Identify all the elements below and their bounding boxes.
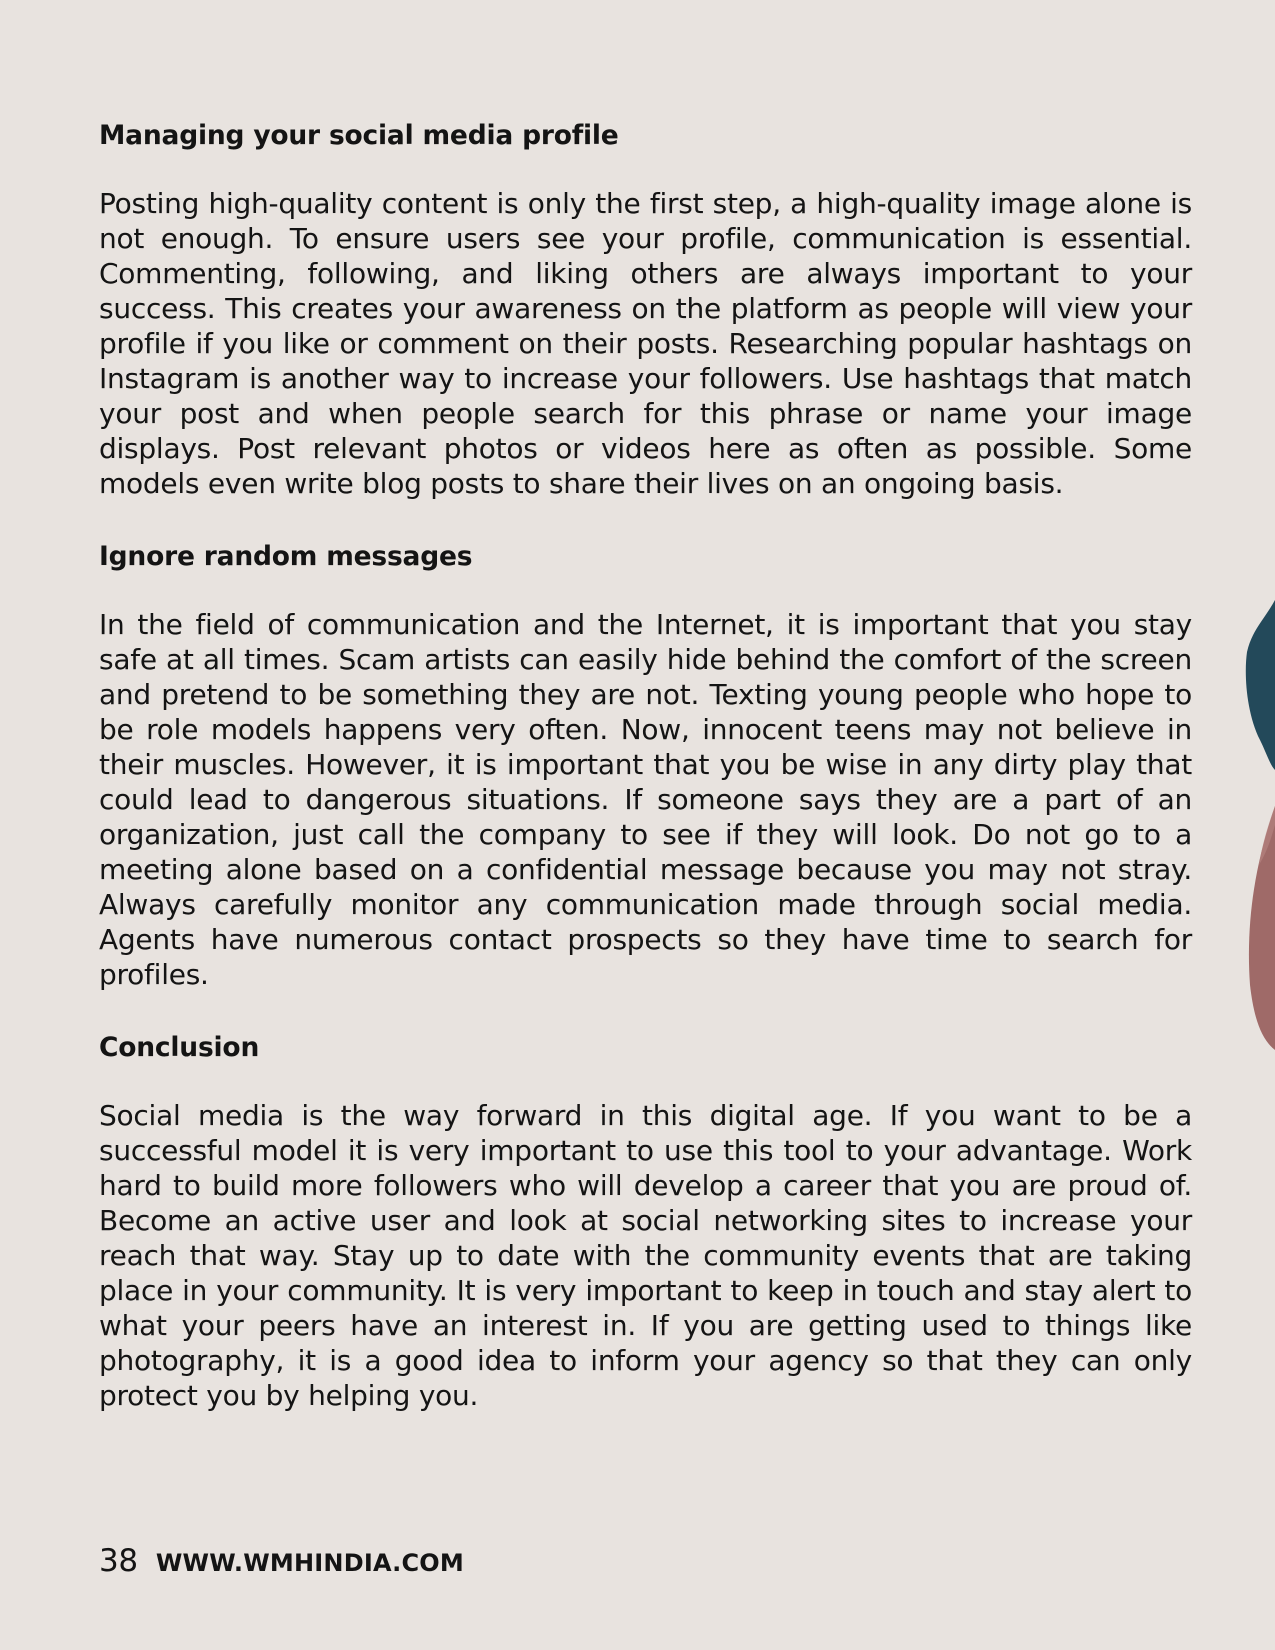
partial-photo-edge xyxy=(1210,600,1275,1120)
section-heading: Managing your social media profile xyxy=(99,120,619,151)
section-paragraph: In the field of communication and the Internet, it is important that you stay safe at all times. Scam artists can easily hide behind the comfort of the screen and pretend to be something they are not. Texting young people who hope to be role models happens very often. Now, innocent teens may not believe in their muscles. However, it is important that you be wise in any dirty play that could lead to dangerous situations. If someone says they are a part of an organization, just call the company to see if they will look. Do not go to a meeting alone based on a confidential message because you may not stray. Always carefully monitor any communication made through social media. Agents have numerous contact prospects so they have time to search for profiles. xyxy=(99,608,1192,991)
page-footer xyxy=(99,1544,464,1578)
section-paragraph: Social media is the way forward in this digital age. If you want to be a successful model it is very important to use this tool to your advantage. Work hard to build more followers who will develop a career that you are proud of. Become an active user and look at social networking sites to increase your reach that way. Stay up to date with the community events that are taking place in your community. It is very important to keep in touch and stay alert to what your peers have an interest in. If you are getting used to things like photography, it is a good idea to inform your agency so that they can only protect you by helping you. xyxy=(99,1099,1192,1412)
cropped-figure-shape xyxy=(1210,600,1275,1120)
section-paragraph: Posting high-quality content is only the first step, a high-quality image alone is not enough. To ensure users see your profile, communication is essential. Commenting, following, and liking others are always important to your success. This creates your awareness on the platform as people will view your profile if you like or comment on their posts. Researching popular hashtags on Instagram is another way to increase your followers. Use hashtags that match your post and when people search for this phrase or name your image displays. Post relevant photos or videos here as often as possible. Some models even write blog posts to share their lives on an ongoing basis. xyxy=(99,187,1192,500)
page-number: 38 xyxy=(99,1543,138,1579)
section-heading: Conclusion xyxy=(99,1032,260,1063)
section-managing-social-media-profile xyxy=(99,118,1192,501)
article-content xyxy=(99,118,1192,1413)
section-heading: Ignore random messages xyxy=(99,541,473,572)
section-ignore-random-messages xyxy=(99,539,1192,992)
section-conclusion xyxy=(99,1030,1192,1413)
website-url: WWW.WMHINDIA.COM xyxy=(155,1549,464,1577)
